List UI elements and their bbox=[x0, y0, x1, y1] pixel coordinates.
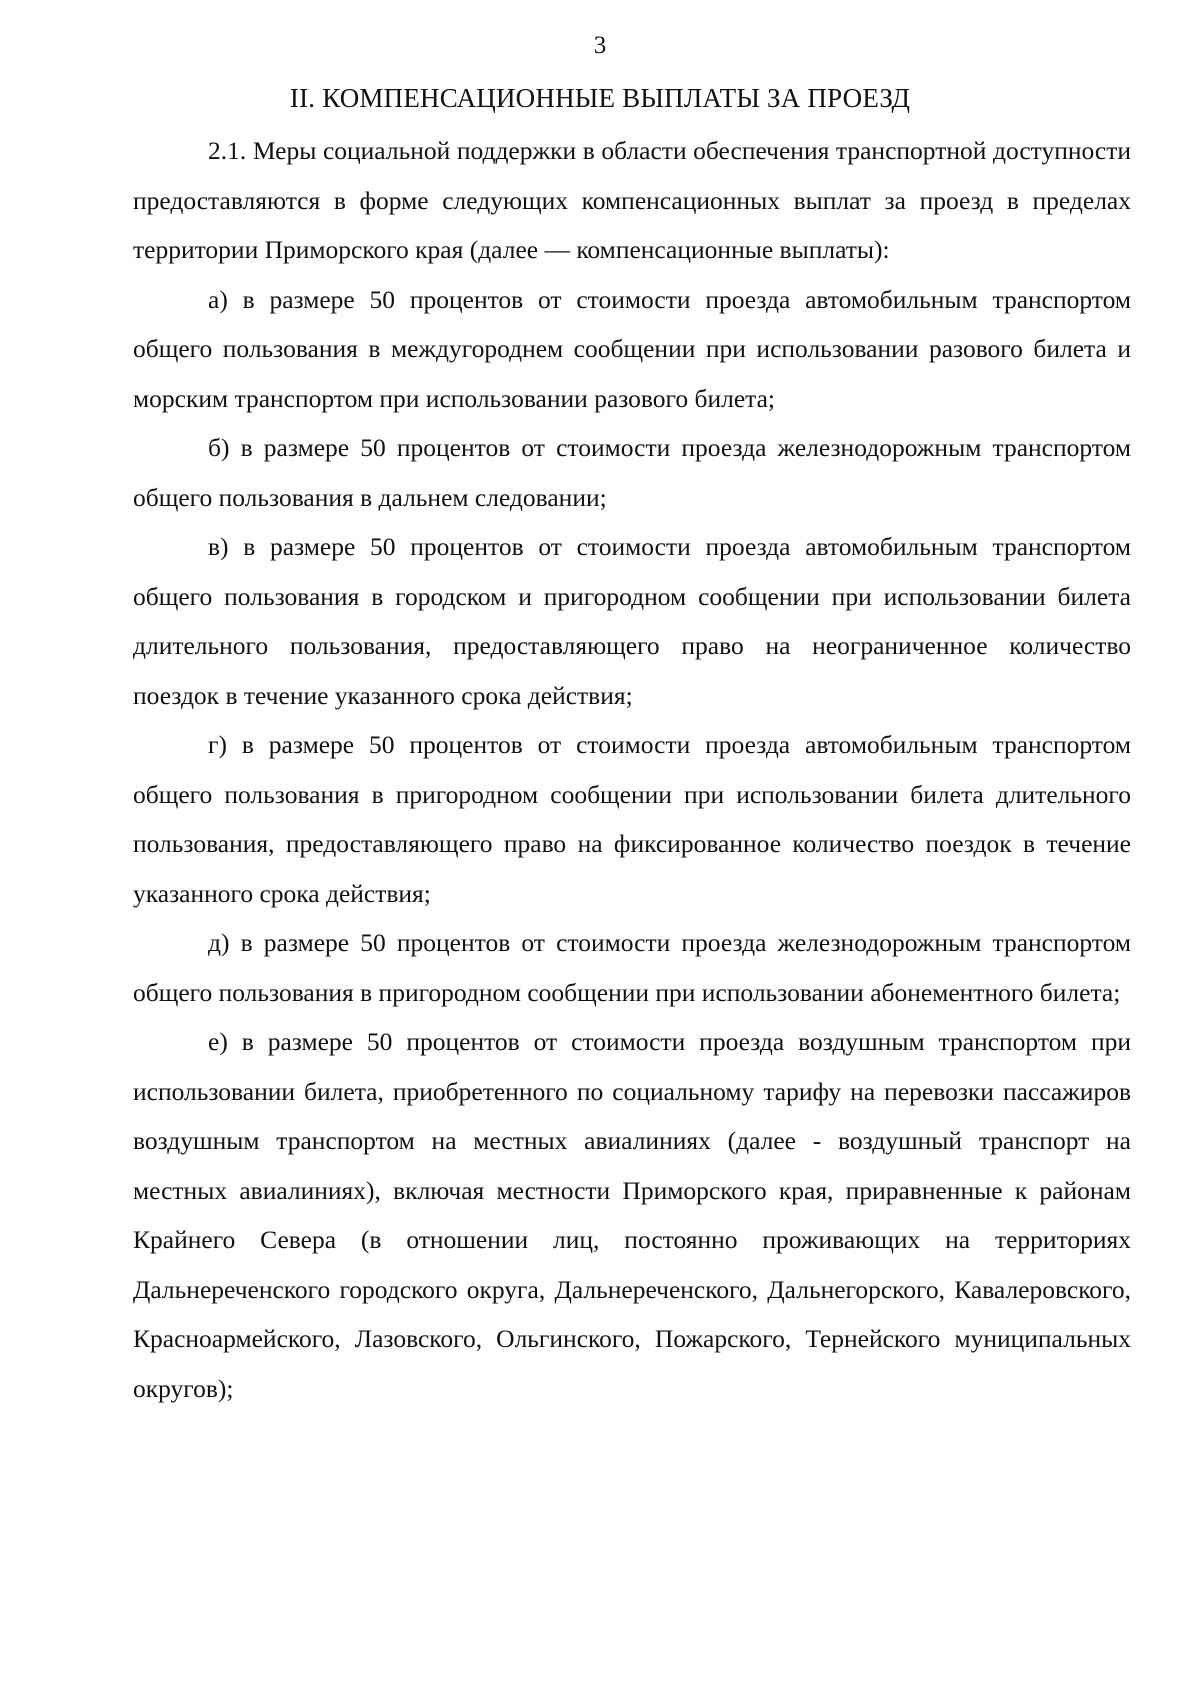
paragraph-item-v: в) в размере 50 процентов от стоимости проезда автомобильным транспортом общего пользования в городском и пригородном сообщении при использовании билета длительного пользования, предоставляющего право на неограниченное количество поездок в течение указанного срока действия; bbox=[133, 532, 1131, 710]
page-number: 3 bbox=[593, 32, 607, 59]
document-body bbox=[133, 126, 1131, 1413]
paragraph-item-d: д) в размере 50 процентов от стоимости проезда железнодорожным транспортом общего пользования в пригородном сообщении при использовании абонементного билета; bbox=[133, 928, 1131, 1007]
paragraph-item-b: б) в размере 50 процентов от стоимости проезда железнодорожным транспортом общего пользования в дальнем следовании; bbox=[133, 433, 1131, 512]
paragraph-item-g: г) в размере 50 процентов от стоимости проезда автомобильным транспортом общего пользования в пригородном сообщении при использовании билета длительного пользования, предоставляющего право на фиксированное количество поездок в течение указанного срока действия; bbox=[133, 730, 1131, 908]
section-title: II. КОМПЕНСАЦИОННЫЕ ВЫПЛАТЫ ЗА ПРОЕЗД bbox=[289, 83, 911, 113]
paragraph-item-a: а) в размере 50 процентов от стоимости проезда автомобильным транспортом общего пользования в междугороднем сообщении при использовании разового билета и морским транспортом при использовании разового билета; bbox=[133, 284, 1131, 413]
paragraph-item-e: е) в размере 50 процентов от стоимости проезда воздушным транспортом при использовании билета, приобретенного по социальному тарифу на перевозки пассажиров воздушным транспортом на местных авиалиниях (далее - воздушный транспорт на местных авиалиниях), включая местности Приморского края, приравненные к районам Крайнего Севера (в отношении лиц, постоянно проживающих на территориях Дальнереченского городского округа, Дальнереченского, Дальнегорского, Кавалеровского, Красноармейского, Лазовского, Ольгинского, Пожарского, Тернейского муниципальных округов); bbox=[133, 1027, 1131, 1403]
paragraph-2-1: 2.1. Меры социальной поддержки в области обеспечения транспортной доступности предоставляются в форме следующих компенсационных выплат за проезд в пределах территории Приморского края (далее — компенсационные выплаты): bbox=[133, 136, 1131, 264]
